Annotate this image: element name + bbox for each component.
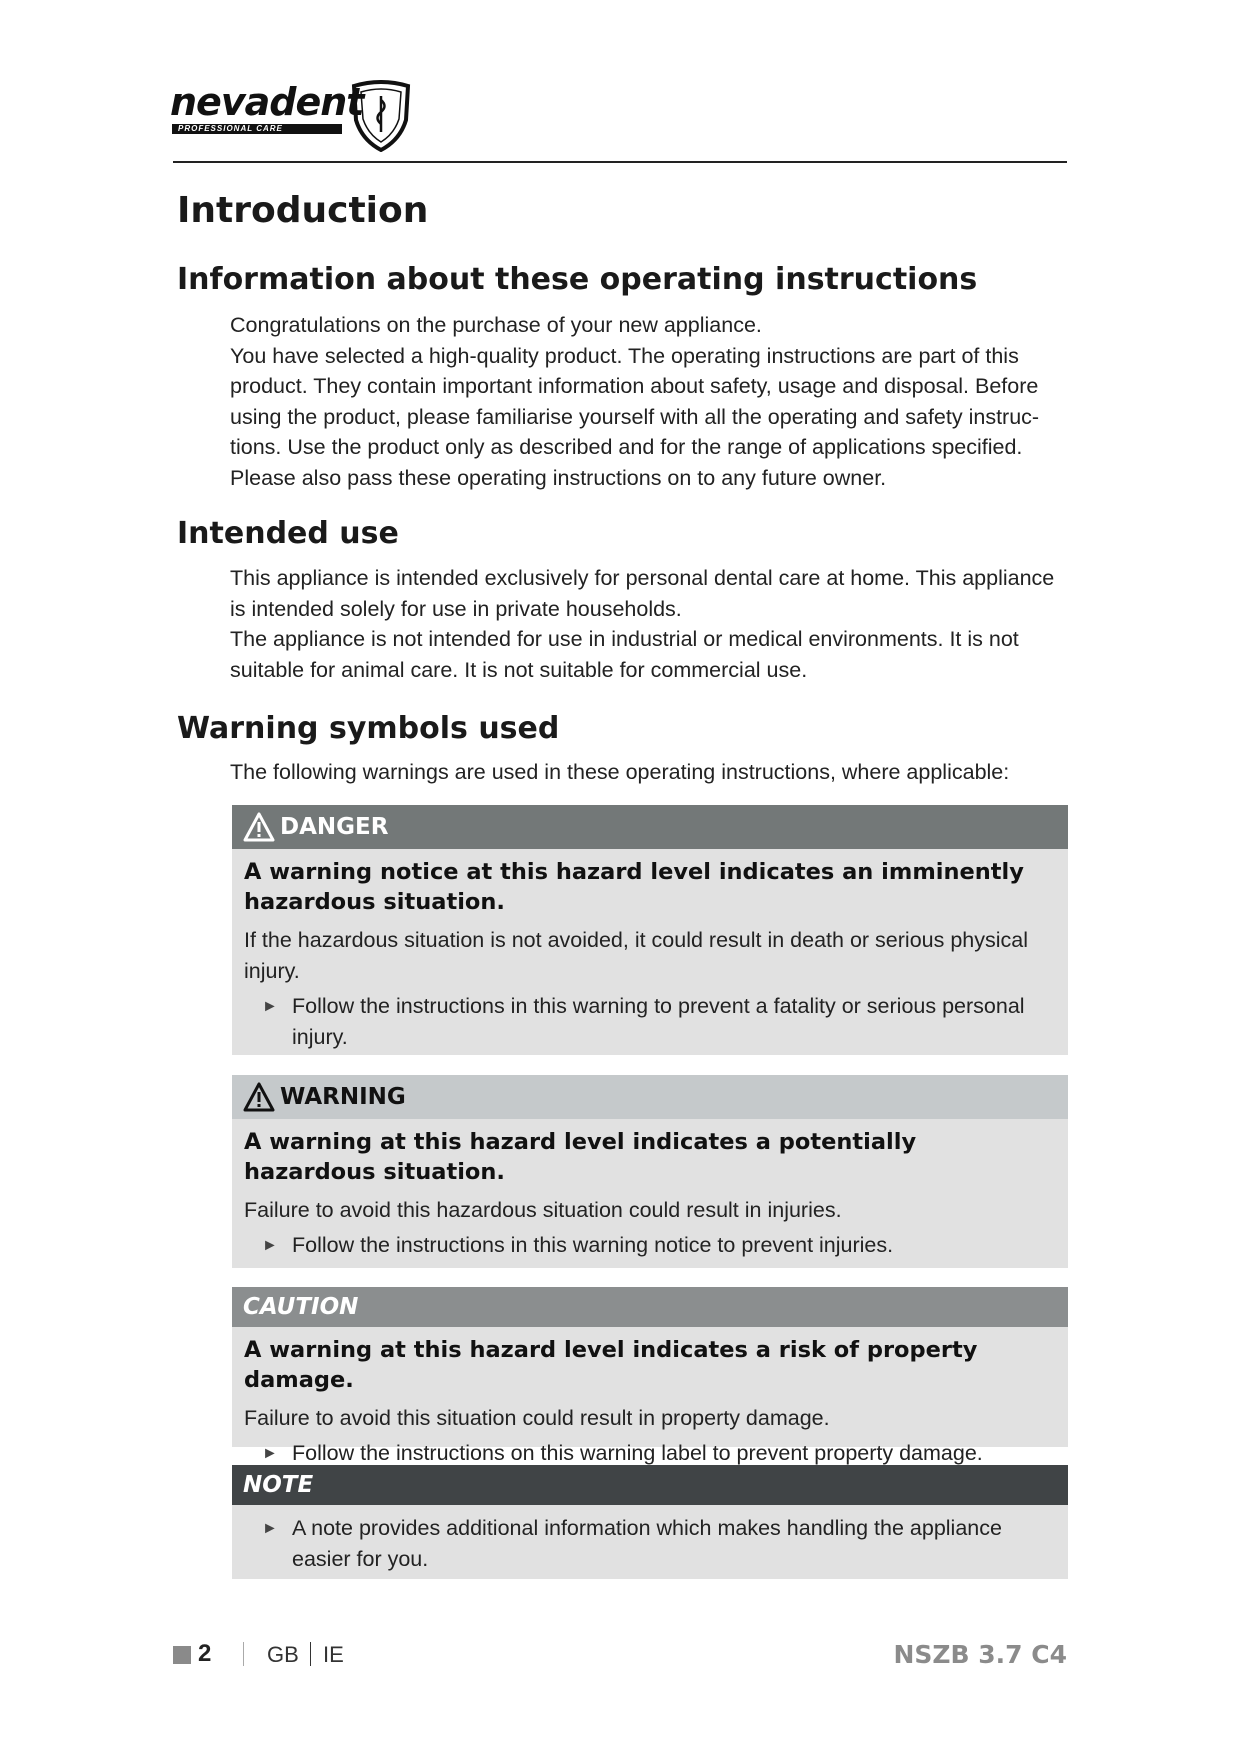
warning-text: Failure to avoid this hazardous situation could result in injuries. <box>244 1198 842 1222</box>
arrow-right-icon: ► <box>262 1520 278 1537</box>
danger-text: If the hazardous situation is not avoided, it could result in death or serious physical injury. <box>244 928 1029 983</box>
section-body-intended-use <box>230 563 1070 685</box>
warning-box <box>232 1075 1068 1268</box>
danger-bullet <box>262 991 1052 1053</box>
paragraph: Congratulations on the purchase of your new appliance. <box>230 313 762 337</box>
shield-emblem-icon <box>350 80 412 152</box>
language-code-gb: GB <box>267 1642 299 1667</box>
danger-title: A warning notice at this hazard level indicates an imminently hazardous situation. <box>244 859 1024 915</box>
section-heading-info: Information about these operating instructions <box>177 262 978 297</box>
section-body-warning-symbols <box>230 757 1070 788</box>
danger-label: DANGER <box>280 814 389 840</box>
footer-divider <box>310 1642 311 1666</box>
warning-title: A warning at this hazard level indicates a potentially hazardous situation. <box>244 1129 917 1185</box>
warning-label: WARNING <box>280 1084 406 1110</box>
warning-triangle-icon <box>243 1082 275 1112</box>
square-marker-icon <box>173 1646 191 1664</box>
language-code-ie: IE <box>323 1642 344 1667</box>
paragraph: This appliance is intended exclusively for personal dental care at home. This appliance is intended solely for use in private households. <box>230 566 1055 621</box>
section-heading-warning-symbols: Warning symbols used <box>177 711 560 746</box>
bullet-text: Follow the instructions in this warning notice to prevent injuries. <box>292 1233 894 1257</box>
paragraph: The following warnings are used in these operating instructions, where applicable: <box>230 760 1010 784</box>
bullet-text: Follow the instructions in this warning to prevent a fatality or serious personal injury. <box>292 994 1025 1049</box>
bullet-text: Follow the instructions on this warning label to prevent property damage. <box>292 1441 983 1465</box>
note-bullet <box>262 1513 1052 1575</box>
footer-divider <box>243 1642 244 1666</box>
caution-header <box>232 1287 1068 1327</box>
brand-logo <box>170 80 415 152</box>
model-number: NSZB 3.7 C4 <box>893 1640 1067 1669</box>
section-body-info <box>230 310 1070 493</box>
arrow-right-icon: ► <box>262 998 278 1015</box>
note-box <box>232 1465 1068 1579</box>
bullet-text: A note provides additional information which makes handling the appliance easier for you. <box>292 1516 1002 1571</box>
arrow-right-icon: ► <box>262 1445 278 1462</box>
warning-triangle-icon <box>243 812 275 842</box>
danger-body <box>232 849 1068 1059</box>
header-divider <box>173 161 1067 163</box>
warning-bullet <box>262 1230 1052 1261</box>
page-title: Introduction <box>177 190 429 231</box>
warning-body <box>232 1119 1068 1267</box>
note-label: NOTE <box>243 1472 314 1498</box>
logo-subtext: PROFESSIONAL CARE <box>172 124 342 134</box>
caution-box <box>232 1287 1068 1465</box>
arrow-right-icon: ► <box>262 1237 278 1254</box>
caution-title: A warning at this hazard level indicates a risk of property damage. <box>244 1337 978 1393</box>
page-footer <box>173 1637 1067 1673</box>
caution-text: Failure to avoid this situation could result in property damage. <box>244 1406 830 1430</box>
warning-header <box>232 1075 1068 1119</box>
note-header <box>232 1465 1068 1505</box>
section-heading-intended-use: Intended use <box>177 516 399 551</box>
caution-body <box>232 1327 1068 1475</box>
caution-label: CAUTION <box>243 1294 359 1320</box>
paragraph: The appliance is not intended for use in industrial or medical environments. It is not suitable for animal care. It is not suitable for commercial use. <box>230 627 1019 682</box>
logo-wordmark: nevadent <box>170 80 364 124</box>
paragraph: You have selected a high-quality product. The operating instructions are part of this product. They contain important information about safety, usage and disposal. Before using the product, please familiarise yourself with all the operating and safety instruc-tions. Use the product only as described and for the range of applications specified. Please also pass these operating instructions on to any future owner. <box>230 343 1040 490</box>
page-number: 2 <box>198 1640 212 1667</box>
danger-header <box>232 805 1068 849</box>
note-body <box>232 1505 1068 1581</box>
danger-box <box>232 805 1068 1055</box>
